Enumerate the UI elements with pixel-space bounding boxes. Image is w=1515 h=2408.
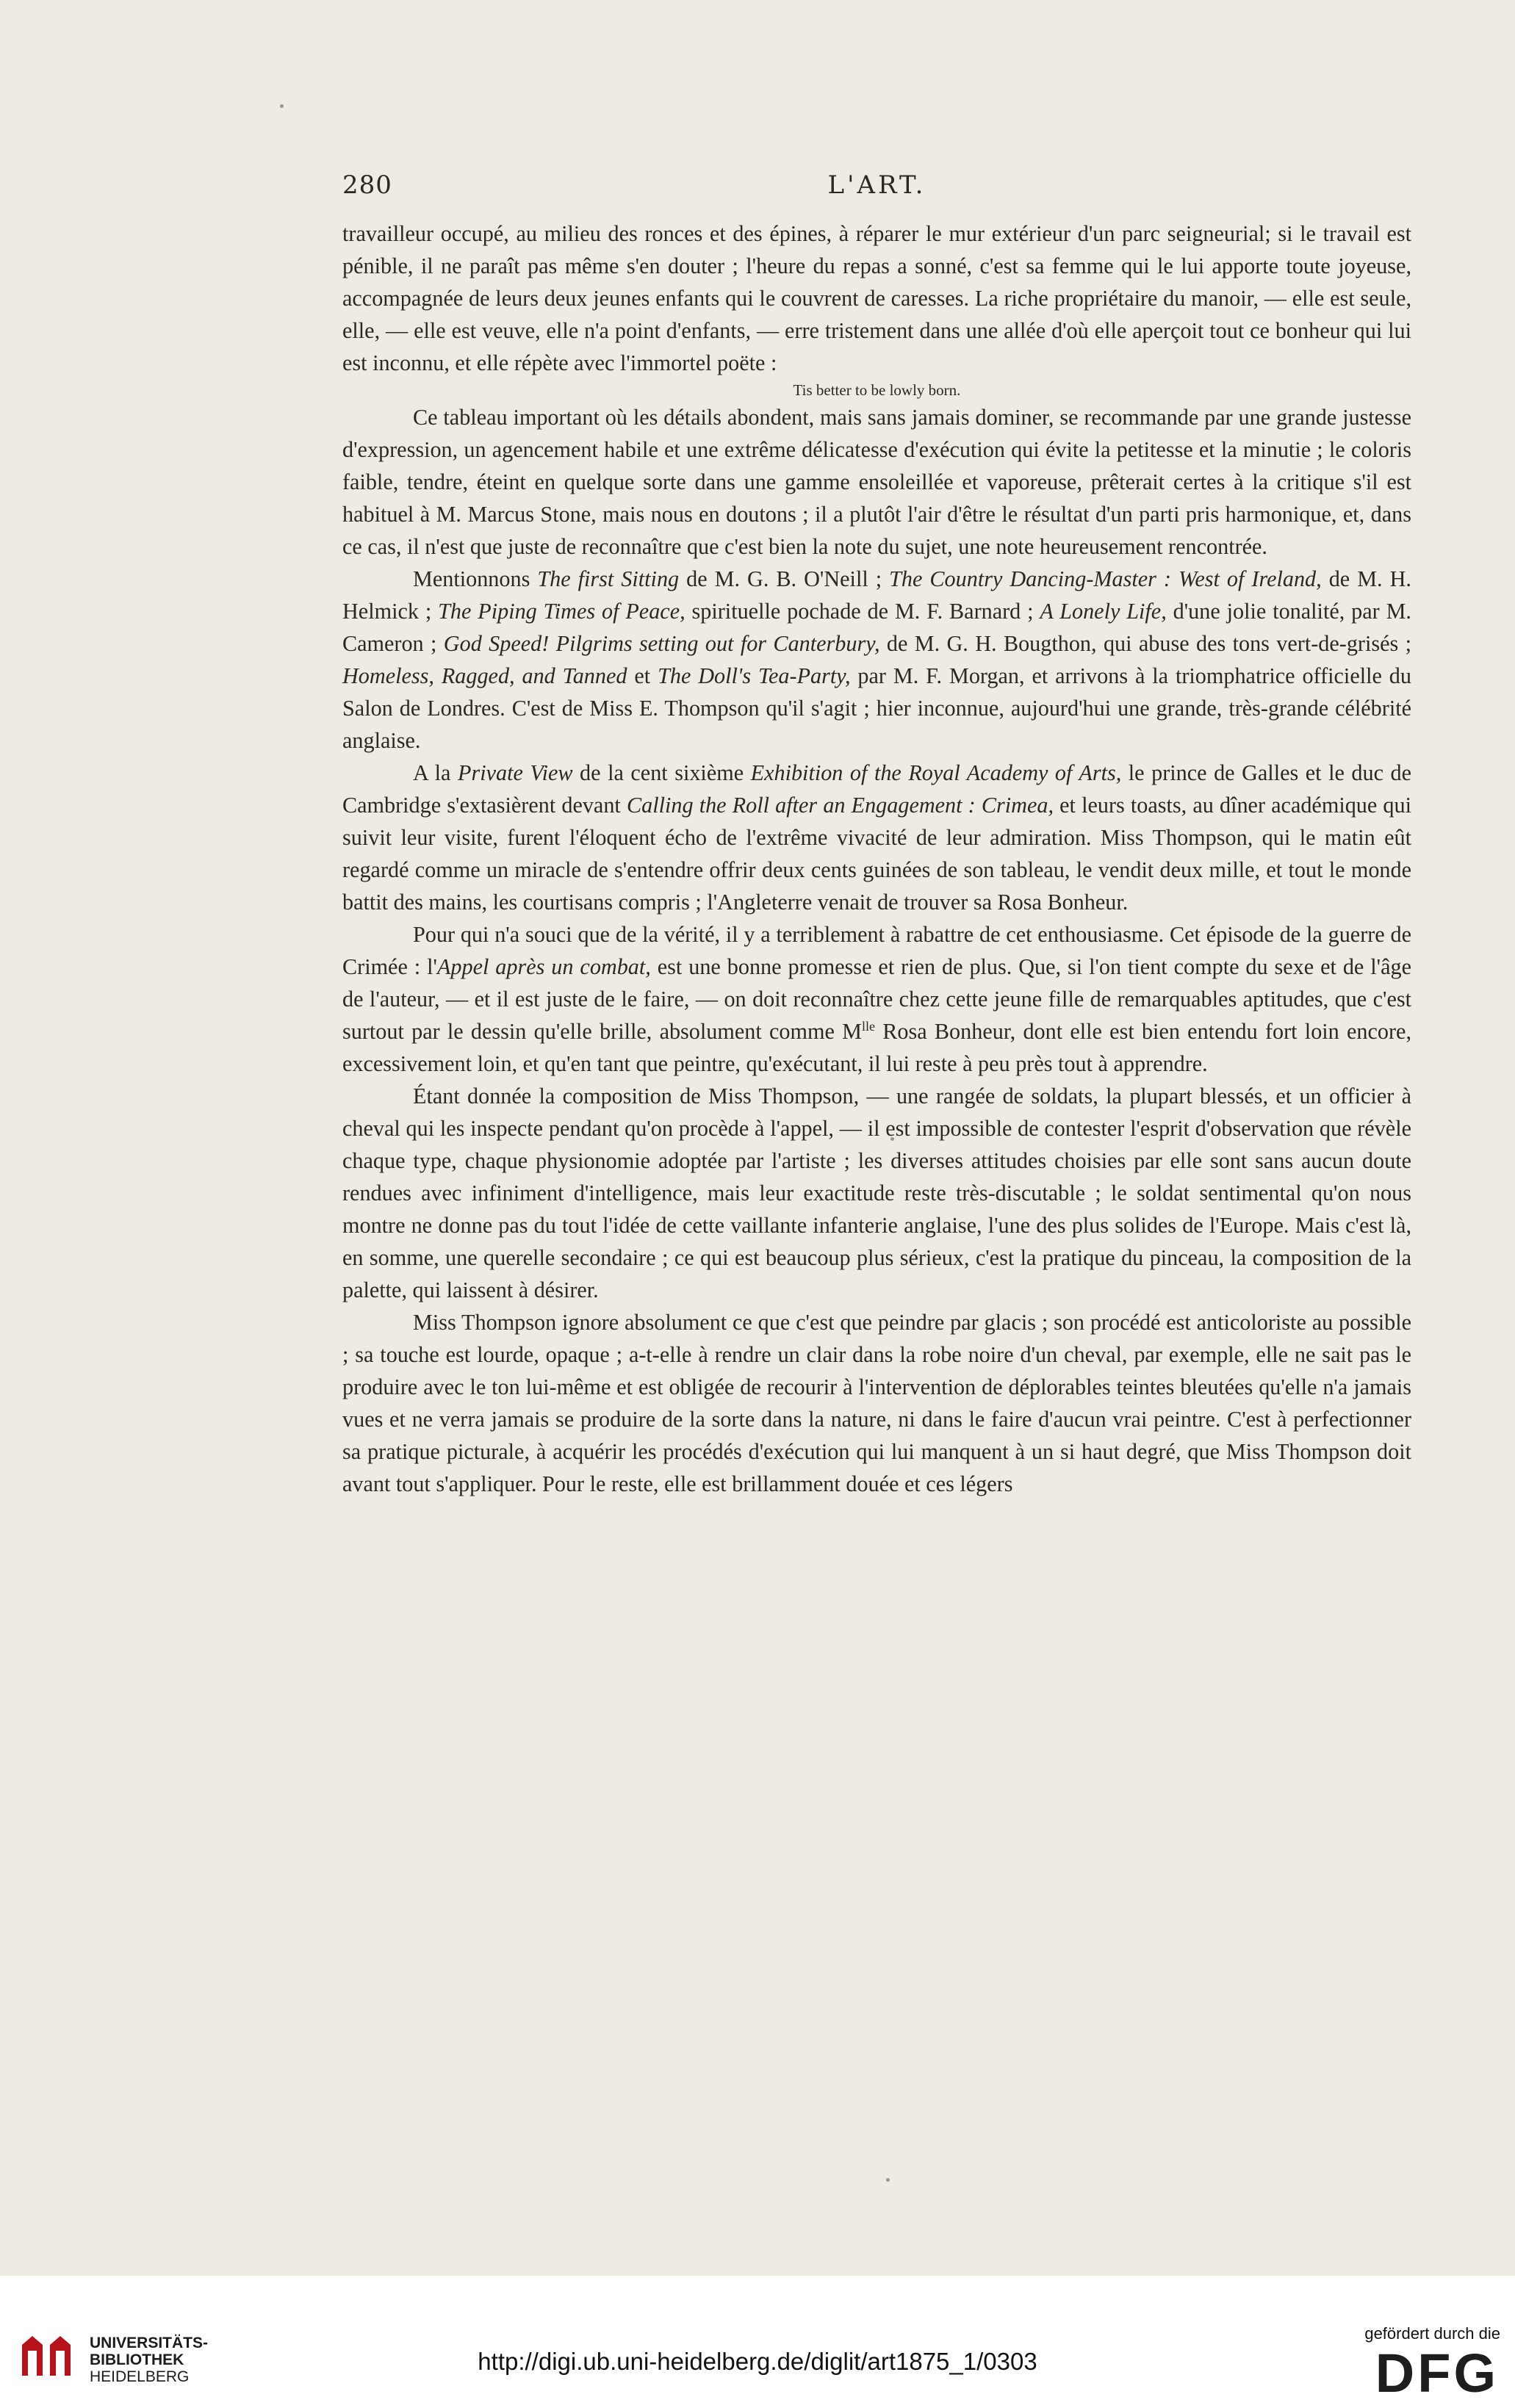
text-run: le prince de Galles et le duc de Cambridge s'extasièrent devant [342,760,1412,818]
dfg-logo: DFG [1375,2343,1499,2404]
artwork-title: The first Sitting [537,566,680,591]
artwork-title: Homeless, Ragged, and Tanned [342,663,627,688]
artwork-title: The Doll's Tea-Party, [658,663,851,688]
paragraph [342,918,1411,1080]
library-name-line: HEIDELBERG [90,2368,190,2385]
event-title: Exhibition of the Royal Academy of Arts, [750,760,1122,785]
paragraph [342,757,1411,918]
artwork-title: Appel après un combat, [436,954,651,979]
paragraph [342,563,1411,757]
page-header [342,170,1411,215]
artwork-title: God Speed! Pilgrims setting out for Canterbury, [443,631,880,656]
text-run: de M. G. H. Bougthon, qui abuse des tons vert-de-grisés ; [879,631,1412,656]
artwork-title: The Piping Times of Peace, [438,599,685,624]
artwork-title: A Lonely Life, [1040,599,1167,624]
text-run: de M. G. B. O'Neill ; [679,566,890,591]
text-run: Mentionnons [413,566,538,591]
text-run: d'une jolie tonalité, par M. Cameron ; [342,599,1411,656]
text-run: de M. H. Helmick ; [342,566,1411,624]
text-run: Rosa Bonheur, dont elle est bien entendu fort loin encore, excessivement loin, et qu'en tant que peintre, qu'exécutant, il lui reste à peu près tout à apprendre. [342,1019,1411,1076]
article-text [342,217,1411,1500]
source-url-link[interactable]: http://digi.ub.uni-heidelberg.de/diglit/art1875_1/0303 [478,2348,1037,2375]
paragraph: Miss Thompson ignore absolument ce que c'est que peindre par glacis ; son procédé est anticoloriste au possible ; sa touche est lourde, opaque ; a-t-elle à rendre un clair dans la robe noire d'un cheval, par exemple, elle ne sait pas le produire avec le ton lui-même et est obligée de recourir à l'intervention de déplorables teintes bleutées qu'elle n'a jamais vues et ne verra jamais se produire de la sorte dans la nature, ni dans le faire d'aucun vrai peintre. C'est à perfectionner sa pratique picturale, à acquérir les procédés d'exécution qui lui manquent à un si haut degré, que Miss Thompson doit avant tout s'appliquer. Pour le reste, elle est brillamment douée et ces légers [342,1310,1411,1496]
paper-speck [886,2178,890,2182]
text-run: de la cent sixième [572,760,751,785]
text-run: est une bonne promesse et rien de plus. Que, si l'on tient compte du sexe et de l'âge de l'auteur, — et il est juste de le faire, — on doit reconnaître chez cette jeune fille de remarquables aptitudes, que c'est surtout par le dessin qu'elle brille, absolument comme M [342,954,1411,1044]
poem-quote: Tis better to be lowly born. [793,381,961,399]
funding-note: gefördert durch die [1364,2324,1500,2343]
superscript: lle [861,1018,876,1034]
text-run: et leurs toasts, au dîner académique qui suivit leur visite, furent l'éloquent écho de l'extrême vivacité de leur admiration. Miss Thompson, qui le matin eût regardé comme un miracle de s'entendre offrir deux cents guinées de son tableau, le vendit deux mille, et tout le monde battit des mains, les courtisans compris ; l'Angleterre venait de trouver sa Rosa Bonheur. [342,793,1412,915]
artwork-title: Calling the Roll after an Engagement : Crimea, [626,793,1054,818]
running-head: L'ART. [827,170,926,200]
paragraph: Ce tableau important où les détails abondent, mais sans jamais dominer, se recommande par une grande justesse d'expression, un agencement habile et une extrême délicatesse d'exécution qui évite la petitesse et la minutie ; le coloris faible, tendre, éteint en quelque sorte dans une gamme ensoleillée et vaporeuse, prêterait certes à la critique s'il est habituel à M. Marcus Stone, mais nous en doutons ; il a plutôt l'air d'être le résultat d'un parti pris harmonique, et, dans ce cas, il n'est que juste de reconnaître que c'est bien la note du sujet, une note heureusement rencontrée. [342,405,1411,559]
digitization-footer [0,2276,1515,2408]
text-run: et [627,663,658,688]
library-name-line: UNIVERSITÄTS- [90,2335,209,2351]
text-run: A la [413,760,458,785]
paper-speck [280,104,284,108]
library-name-line: BIBLIOTHEK [90,2351,184,2368]
text-run: par M. F. Morgan, et arrivons à la triomphatrice officielle du Salon de Londres. C'est de Miss E. Thompson qu'il s'agit ; hier inconnue, aujourd'hui une grande, très-grande célébrité anglaise. [342,663,1411,753]
paragraph: travailleur occupé, au milieu des ronces et des épines, à réparer le mur extérieur d'un parc seigneurial; si le travail est pénible, il ne paraît pas même s'en douter ; l'heure du repas a sonné, c'est sa femme qui le lui apporte toute joyeuse, accompagnée de leurs deux jeunes enfants qui le couvrent de caresses. La riche propriétaire du manoir, — elle est seule, elle, — elle est veuve, elle n'a point d'enfants, — erre tristement dans une allée d'où elle aperçoit tout ce bonheur qui lui est inconnu, et elle répète avec l'immortel poëte : [342,221,1411,375]
event-title: Private View [458,760,573,785]
text-run: Pour qui n'a souci que de la vérité, il y a terriblement à rabattre de cet enthousiasme. Cet épisode de la guerre de Crimée : l' [342,922,1411,979]
paragraph: Étant donnée la composition de Miss Thompson, — une rangée de soldats, la plupart blessés, et un officier à cheval qui les inspecte pendant qu'on procède à l'appel, — il est impossible de contester l'esprit d'observation que révèle chaque type, chaque physionomie adoptée par l'artiste ; les diverses attitudes choisies par elle sont sans aucun doute rendues avec infiniment d'intelligence, mais leur exactitude reste très-discutable ; le soldat sentimental qu'on nous montre ne donne pas du tout l'idée de cette vaillante infanterie anglaise, l'une des plus solides de l'Europe. Mais c'est là, en somme, une querelle secondaire ; ce qui est beaucoup plus sérieux, c'est la pratique du pinceau, la composition de la palette, qui laissent à désirer. [342,1084,1411,1302]
artwork-title: The Country Dancing-Master : West of Ireland, [889,566,1322,591]
page-number: 280 [342,170,392,200]
text-run: spirituelle pochade de M. F. Barnard ; [685,599,1040,624]
